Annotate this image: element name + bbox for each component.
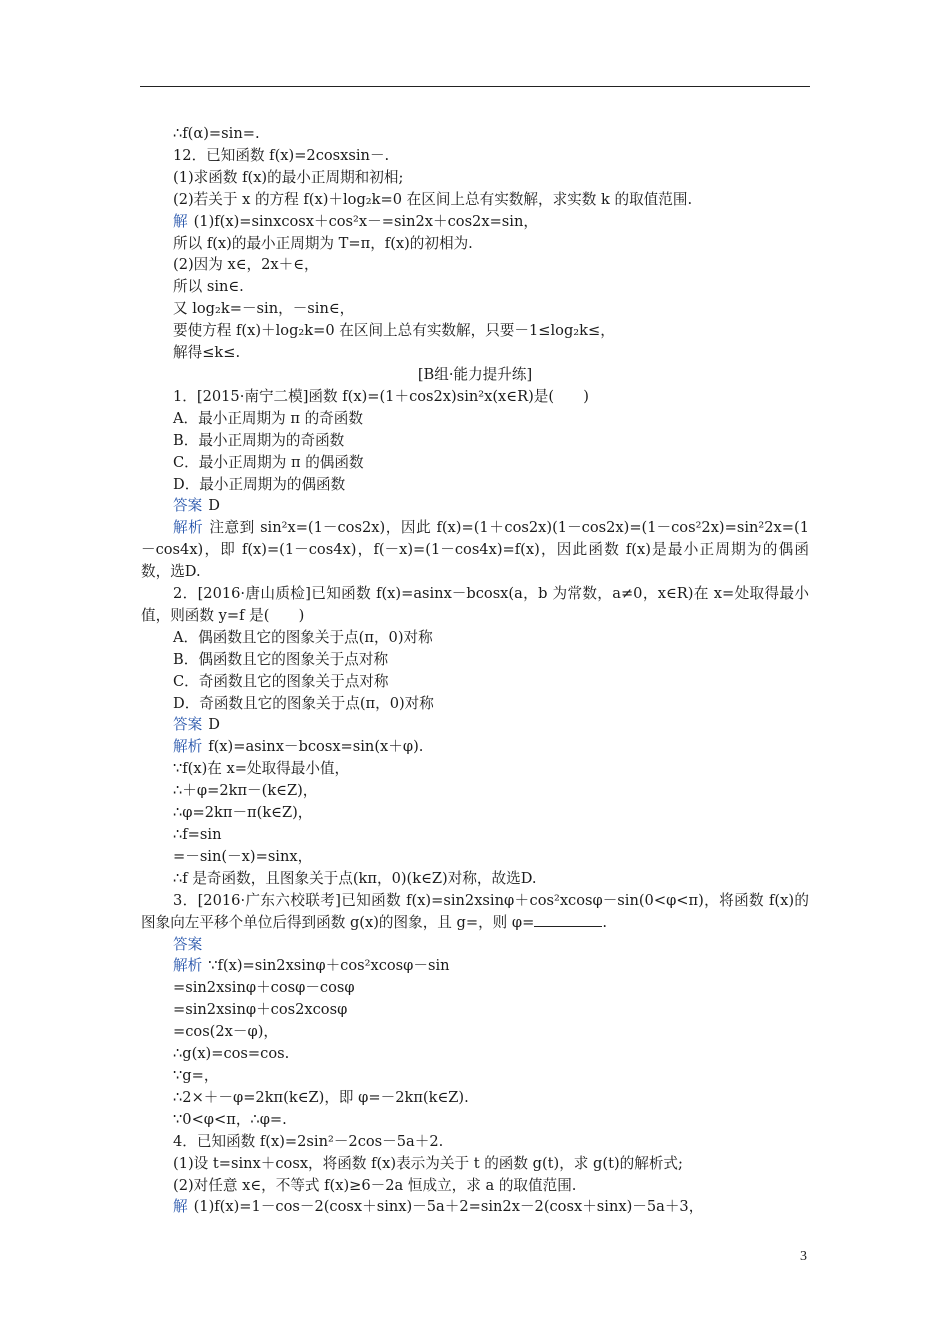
text-line bbox=[141, 1109, 809, 1131]
text-line bbox=[141, 474, 809, 496]
line-text: ∴φ=2kπ－π(k∈Z)， bbox=[173, 804, 313, 822]
line-text: ∴f=sin bbox=[173, 826, 222, 843]
line-text: 12．已知函数 f(x)=2cosxsin－. bbox=[173, 146, 390, 164]
line-text: A．最小正周期为 π 的奇函数 bbox=[173, 409, 363, 427]
text-line bbox=[141, 517, 809, 583]
text-line bbox=[141, 846, 809, 868]
text-line bbox=[141, 167, 809, 189]
text-line bbox=[141, 627, 809, 649]
line-text: ∴f 是奇函数，且图象关于点(kπ，0)(k∈Z)对称，故选D. bbox=[173, 869, 537, 887]
text-line bbox=[141, 123, 809, 145]
text-line bbox=[141, 1175, 809, 1197]
text-line bbox=[141, 714, 809, 736]
text-line bbox=[141, 824, 809, 846]
answer-label: 解 bbox=[173, 212, 188, 230]
line-text: ∴＋φ=2kπ－(k∈Z)， bbox=[173, 782, 318, 800]
answer-label: 解析 bbox=[173, 957, 203, 975]
line-text: ∴2×＋－φ=2kπ(k∈Z)，即 φ=－2kπ(k∈Z). bbox=[173, 1088, 469, 1106]
text-line bbox=[141, 1153, 809, 1175]
line-text: (2)对任意 x∈，不等式 f(x)≥6－2a 恒成立，求 a 的取值范围. bbox=[173, 1176, 577, 1194]
line-text: 又 log₂k=－sin，－sin∈， bbox=[173, 300, 355, 318]
line-text: 2．[2016·唐山质检]已知函数 f(x)=asinx－bcosx(a，b 为常数，a≠0，x∈R)在 x=处取得最小值，则函数 y=f 是( ) bbox=[141, 585, 809, 624]
document-body bbox=[141, 123, 809, 1218]
text-line bbox=[141, 868, 809, 890]
text-line bbox=[141, 386, 809, 408]
line-text: 1．[2015·南宁二模]函数 f(x)=(1＋cos2x)sin²x(x∈R)是( ) bbox=[173, 387, 589, 405]
line-text: (2)因为 x∈，2x＋∈， bbox=[173, 256, 319, 274]
line-text: =－sin(－x)=sinx， bbox=[173, 847, 313, 865]
text-line bbox=[141, 736, 809, 758]
line-text: (1)f(x)=1－cos－2(cosx＋sinx)－5a＋2=sin2x－2(cosx＋sinx)－5a＋3， bbox=[193, 1198, 704, 1216]
header-rule bbox=[140, 86, 810, 87]
line-text: B．最小正周期为的奇函数 bbox=[173, 431, 345, 449]
line-text: ∵f(x)在 x=处取得最小值， bbox=[173, 760, 350, 778]
line-text: ∵g=， bbox=[173, 1066, 219, 1084]
line-text: f(x)=asinx－bcosx=sin(x＋φ). bbox=[208, 738, 424, 756]
text-line bbox=[141, 189, 809, 211]
text-line bbox=[141, 430, 809, 452]
answer-label: 解析 bbox=[173, 738, 203, 756]
text-line bbox=[141, 1043, 809, 1065]
line-text: ∵f(x)=sin2xsinφ＋cos²xcosφ－sin bbox=[208, 957, 450, 975]
line-text: =cos(2x－φ)， bbox=[173, 1023, 278, 1041]
line-text: A．偶函数且它的图象关于点(π，0)对称 bbox=[173, 628, 433, 646]
line-text: ∵0<φ<π，∴φ=. bbox=[173, 1110, 287, 1128]
text-line bbox=[141, 671, 809, 693]
line-text: 所以 sin∈. bbox=[173, 278, 244, 296]
text-line bbox=[141, 452, 809, 474]
text-line bbox=[141, 934, 809, 956]
text-line bbox=[141, 233, 809, 255]
line-text: 注意到 sin²x=(1－cos2x)，因此 f(x)=(1＋cos2x)(1－cos2x)=(1－cos²2x)=sin²2x=(1－cos4x)，即 f(x)=(1－cos4x)，f(－x)=(1－cos4x)=f(x)，因此函数 f(x)是最小正周期为的偶函数，选D. bbox=[141, 519, 809, 581]
line-text: 4．已知函数 f(x)=2sin²－2cos－5a＋2. bbox=[173, 1132, 444, 1150]
text-line bbox=[141, 693, 809, 715]
line-text: =sin2xsinφ＋cos2xcosφ bbox=[173, 1001, 348, 1019]
text-line bbox=[141, 1131, 809, 1153]
line-text: ∴g(x)=cos=cos. bbox=[173, 1045, 290, 1063]
answer-label: 答案 bbox=[173, 935, 203, 953]
line-text: D bbox=[208, 716, 220, 734]
answer-blank bbox=[534, 912, 602, 927]
line-text: (1)设 t=sinx＋cosx，将函数 f(x)表示为关于 t 的函数 g(t)，求 g(t)的解析式; bbox=[173, 1154, 683, 1172]
text-line bbox=[141, 211, 809, 233]
line-text: 所以 f(x)的最小正周期为 T=π，f(x)的初相为. bbox=[173, 234, 473, 252]
line-text: B．偶函数且它的图象关于点对称 bbox=[173, 650, 389, 668]
text-line bbox=[141, 977, 809, 999]
text-line bbox=[141, 758, 809, 780]
text-line bbox=[141, 999, 809, 1021]
text-line bbox=[141, 495, 809, 517]
text-line bbox=[141, 1087, 809, 1109]
line-text: (2)若关于 x 的方程 f(x)＋log₂k=0 在区间上总有实数解，求实数 k 的取值范围. bbox=[173, 190, 693, 208]
line-text: D．奇函数且它的图象关于点(π，0)对称 bbox=[173, 694, 434, 712]
answer-label: 答案 bbox=[173, 716, 203, 734]
text-line bbox=[141, 583, 809, 627]
line-text: ∴f(α)=sin=. bbox=[173, 125, 260, 142]
text-line bbox=[141, 1021, 809, 1043]
text-line bbox=[141, 145, 809, 167]
text-line bbox=[141, 342, 809, 364]
answer-label: 答案 bbox=[173, 497, 203, 515]
line-text: D bbox=[208, 497, 220, 515]
text-line bbox=[141, 1196, 809, 1218]
line-text: 要使方程 f(x)＋log₂k=0 在区间上总有实数解，只要－1≤log₂k≤， bbox=[173, 322, 615, 340]
line-text: 解得≤k≤. bbox=[173, 344, 241, 362]
text-line bbox=[141, 408, 809, 430]
answer-label: 解 bbox=[173, 1198, 188, 1216]
text-line bbox=[141, 955, 809, 977]
text-line bbox=[141, 276, 809, 298]
text-line: 3．[2016·广东六校联考]已知函数 f(x)=sin2xsinφ＋cos²xcosφ－sin(0<φ<π)，将函数 f(x)的图象向左平移个单位后得到函数 g(x)的图象，且 g=，则 φ= . bbox=[141, 891, 809, 931]
text-line bbox=[141, 802, 809, 824]
page-number: 3 bbox=[800, 1249, 807, 1264]
line-text: (1)f(x)=sinxcosx＋cos²x－=sin2x＋cos2x=sin， bbox=[193, 212, 538, 230]
line-text: D．最小正周期为的偶函数 bbox=[173, 475, 346, 493]
text-line bbox=[141, 1065, 809, 1087]
text-line bbox=[141, 364, 809, 386]
line-text: [B组·能力提升练] bbox=[417, 365, 533, 383]
line-text: 3．[2016·广东六校联考]已知函数 f(x)=sin2xsinφ＋cos²xcosφ－sin(0<φ<π)，将函数 f(x)的图象向左平移个单位后得到函数 g(x)的图象，且 g=，则 φ= bbox=[141, 891, 809, 931]
line-text: (1)求函数 f(x)的最小正周期和初相; bbox=[173, 168, 404, 186]
text-line bbox=[141, 780, 809, 802]
text-line bbox=[141, 649, 809, 671]
text-line bbox=[141, 320, 809, 342]
line-text: C．最小正周期为 π 的偶函数 bbox=[173, 453, 364, 471]
line-text: C．奇函数且它的图象关于点对称 bbox=[173, 672, 389, 690]
answer-label: 解析 bbox=[173, 519, 204, 537]
text-line bbox=[141, 298, 809, 320]
text-line bbox=[141, 254, 809, 276]
line-text: =sin2xsinφ＋cosφ－cosφ bbox=[173, 979, 355, 997]
